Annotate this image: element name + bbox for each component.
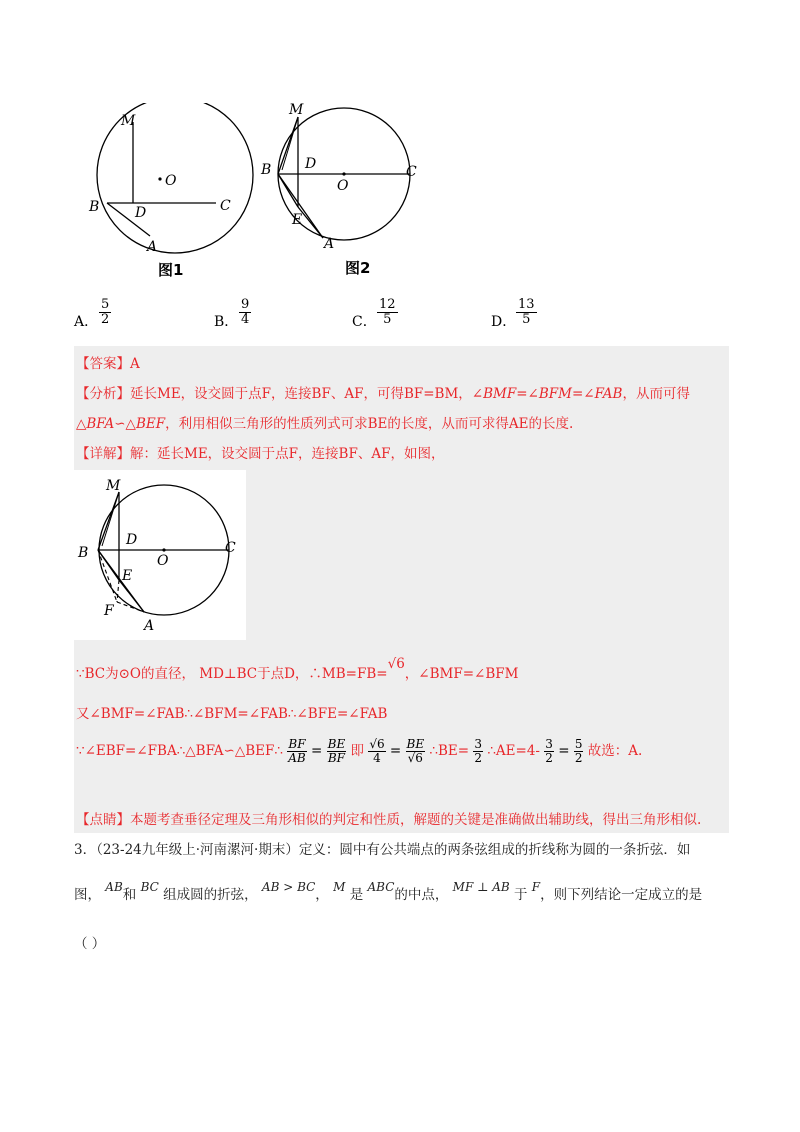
fig1-label-m: M <box>121 113 136 129</box>
fig1-label-d: D <box>135 205 147 221</box>
fig3-center-dot <box>162 548 165 551</box>
fig2-label-d: D <box>305 156 317 172</box>
analysis-tag: 【分析】 <box>76 386 130 402</box>
fig2-chord-bm-2 <box>282 117 298 170</box>
fig1-label-o: O <box>165 173 177 189</box>
fig2-caption: 图2 <box>345 259 371 277</box>
frac-be-sqrt6: $\frac{BE}{√6}$ <box>406 737 425 765</box>
fig2-label-a: A <box>324 236 335 252</box>
fig3-label-b: B <box>78 545 89 561</box>
frac-3-2b: $\frac{3}{2}$ <box>545 737 553 765</box>
fig2-label-c: C <box>406 164 417 180</box>
fig3-label-m: M <box>106 478 121 494</box>
option-c-fraction: $\frac{12}{5}$ <box>379 297 396 327</box>
comment-line: 【点睛】本题考查垂径定理及三角形相似的判定和性质，解题的关键是准确做出辅助线，得出三角形相似. <box>76 812 702 828</box>
fig2-label-b: B <box>261 162 272 178</box>
question3-line-2: 图， AB和 BC 组成圆的折弦， AB > BC， M 是 ABC的中点， MF ⊥ AB 于 F，则下列结论一定成立的是 <box>74 880 703 903</box>
answer-options <box>74 298 674 340</box>
fig1-label-a: A <box>147 239 158 255</box>
figure-1 <box>85 103 255 283</box>
question3-line-3: （ ） <box>74 936 106 952</box>
fig2-label-m: M <box>289 102 304 118</box>
solution-box <box>74 346 729 833</box>
option-a-letter: A． <box>74 314 99 330</box>
answer-line <box>76 352 140 372</box>
option-c-letter: C． <box>352 314 377 330</box>
answer-tag: 【答案】 <box>76 356 130 372</box>
frac-5-2: $\frac{5}{2}$ <box>574 737 583 765</box>
fig2-chord-ba <box>278 174 323 238</box>
proof-line-2: 又∠BMF=∠FAB∴∠BFM=∠FAB∴∠BFE=∠FAB <box>76 706 388 722</box>
fig3-label-f: F <box>104 603 114 619</box>
fig1-caption: 图1 <box>158 261 184 279</box>
proof-line-1: ∵BC为⊙O的直径， MD⊥BC于点D，∴MB=FB=√6，∠BMF=∠BFM <box>76 656 519 682</box>
frac-be-bf: $\frac{BE}{BF}$ <box>327 737 346 765</box>
comment-tag: 【点睛】 <box>76 812 130 828</box>
option-a-fraction: $\frac{5}{2}$ <box>101 297 110 327</box>
analysis-line-1: 【分析】延长ME，设交圆于点F，连接BF、AF，可得BF=BM，∠BMF=∠BFM=∠FAB，从而可得 <box>76 386 690 402</box>
answer-value: A <box>130 356 140 372</box>
fig3-dashed-bf <box>98 550 117 602</box>
fig3-label-o: O <box>157 553 169 569</box>
proof-line-3: ∵∠EBF=∠FBA∴△BFA∽△BEF∴ $\frac{BF}{AB}$ = $\frac{BE}{BF}$ 即 $\frac{√6}{4}$ = $\frac{BE}{√6}$ ∴BE= $\frac{3}{2}$ ∴AE=4- $\frac{3}{2}$ = $\frac{5}{2}$ 故选：A. <box>76 737 643 765</box>
fig2-label-e: E <box>292 212 303 228</box>
fig3-label-d: D <box>126 532 138 548</box>
fig1-label-b: B <box>89 199 100 215</box>
frac-bf-ab: $\frac{BF}{AB}$ <box>288 737 306 765</box>
figure-2 <box>255 98 430 283</box>
figure-3 <box>74 470 246 640</box>
fig3-label-e: E <box>122 568 133 584</box>
fig1-label-c: C <box>220 198 231 214</box>
fig2-center-dot <box>342 172 345 175</box>
detail-line-1: 【详解】解：延长ME，设交圆于点F，连接BF、AF，如图， <box>76 446 445 462</box>
frac-3-2: $\frac{3}{2}$ <box>474 737 483 765</box>
fig2-label-o: O <box>337 178 349 194</box>
option-d-letter: D． <box>491 314 517 330</box>
analysis-line-2: △BFA∽△BEF，利用相似三角形的性质列式可求BE的长度，从而可求得AE的长度. <box>76 416 574 432</box>
frac-sqrt6-4: $\frac{√6}{4}$ <box>369 737 385 765</box>
fig3-dashed-ef <box>117 580 119 602</box>
fig3-label-a: A <box>144 618 155 634</box>
option-d-fraction: $\frac{13}{5}$ <box>518 297 535 327</box>
option-b-fraction: $\frac{9}{4}$ <box>241 297 250 327</box>
fig3-chord-bm-2 <box>102 492 119 546</box>
detail-tag: 【详解】 <box>76 446 130 462</box>
fig1-center-dot <box>158 177 161 180</box>
option-b-letter: B． <box>214 314 239 330</box>
question3-line-1: 3．（23-24九年级上·河南漯河·期末）定义：圆中有公共端点的两条弦组成的折线称为圆的一条折弦．如 <box>74 842 691 858</box>
fig3-label-c: C <box>225 540 236 556</box>
